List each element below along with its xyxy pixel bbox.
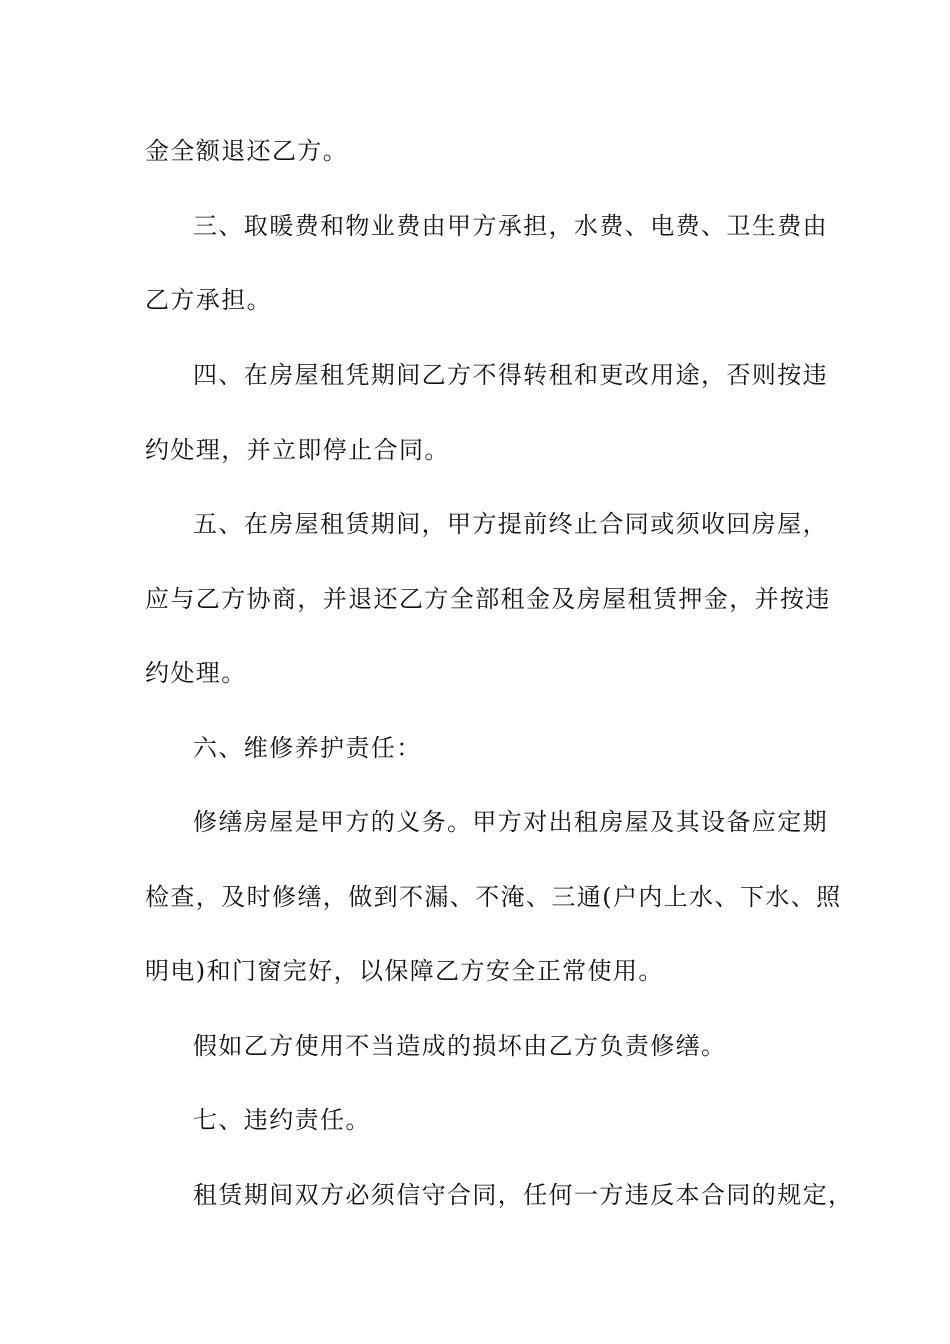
clause-7-line-1: 租赁期间双方必须信守合同，任何一方违反本合同的规定， bbox=[193, 1181, 854, 1209]
clause-5-line-3: 约处理。 bbox=[145, 659, 247, 687]
clause-4-line-2: 约处理，并立即停止合同。 bbox=[145, 436, 450, 464]
clause-3-line-2: 乙方承担。 bbox=[145, 286, 272, 314]
clause-7-heading: 七、违约责任。 bbox=[193, 1106, 371, 1134]
clause-6-line-1: 修缮房屋是甲方的义务。甲方对出租房屋及其设备应定期 bbox=[193, 808, 828, 836]
clause-6-line-2: 检查，及时修缮，做到不漏、不淹、三通(户内上水、下水、照 bbox=[145, 883, 842, 911]
clause-4-line-1: 四、在房屋租凭期间乙方不得转租和更改用途，否则按违 bbox=[193, 361, 828, 389]
clause-5-line-2: 应与乙方协商，并退还乙方全部租金及房屋租赁押金，并按违 bbox=[145, 585, 831, 613]
clause-6-line-4: 假如乙方使用不当造成的损坏由乙方负责修缮。 bbox=[193, 1032, 727, 1060]
clause-6-line-3: 明电)和门窗完好，以保障乙方安全正常使用。 bbox=[145, 957, 664, 985]
clause-5-line-1: 五、在房屋租赁期间，甲方提前终止合同或须收回房屋， bbox=[193, 510, 828, 538]
clause-3-line-1: 三、取暖费和物业费由甲方承担，水费、电费、卫生费由 bbox=[193, 212, 828, 240]
clause-6-heading: 六、维修养护责任： bbox=[193, 734, 422, 762]
text-line-1: 金全额退还乙方。 bbox=[145, 137, 349, 165]
